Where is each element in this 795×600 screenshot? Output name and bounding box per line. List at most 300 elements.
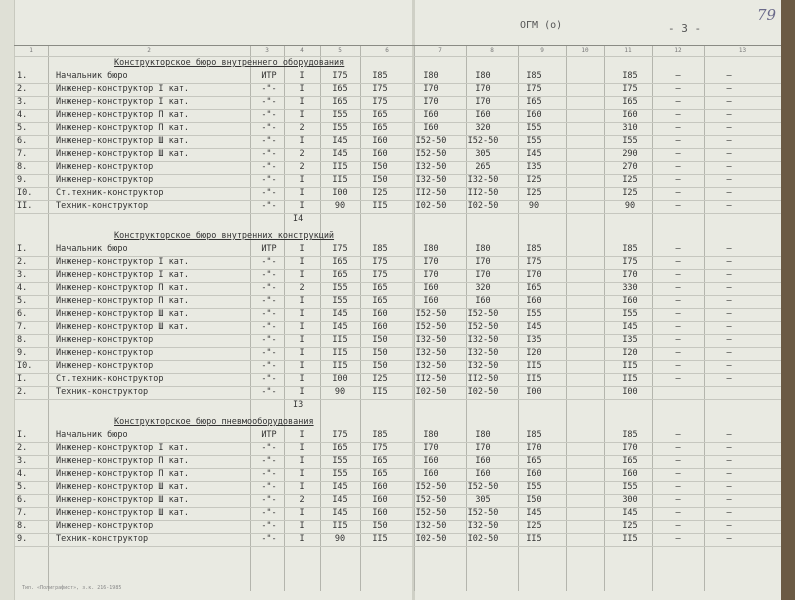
count-cell: I xyxy=(299,84,305,94)
value-cell-11: I00 xyxy=(622,387,638,397)
value-cell-8: I32-50 xyxy=(467,175,499,185)
value-cell-7: I52-50 xyxy=(415,495,447,505)
column-number: 8 xyxy=(490,47,494,54)
value-cell-13: – xyxy=(726,175,732,185)
value-cell-6: I65 xyxy=(372,296,388,306)
row-number: 8. xyxy=(17,162,28,172)
binding-strip xyxy=(0,0,15,600)
value-cell-5: II5 xyxy=(332,162,348,172)
value-cell-5: I65 xyxy=(332,84,348,94)
position-name: Начальник бюро xyxy=(56,430,128,440)
count-cell: I xyxy=(299,244,305,254)
value-cell-12: – xyxy=(675,456,681,466)
value-cell-12: – xyxy=(675,296,681,306)
value-cell-7: I60 xyxy=(423,469,439,479)
position-name: Техник-конструктор xyxy=(56,387,149,397)
value-cell-7: I52-50 xyxy=(415,309,447,319)
value-cell-7: I32-50 xyxy=(415,521,447,531)
value-cell-8: I02-50 xyxy=(467,201,499,211)
value-cell-9: I55 xyxy=(526,309,542,319)
value-cell-7: I60 xyxy=(423,283,439,293)
count-cell: I xyxy=(299,534,305,544)
position-name: Ст.техник-конструктор xyxy=(56,374,164,384)
value-cell-7: I52-50 xyxy=(415,482,447,492)
row-number: I. xyxy=(17,430,28,440)
value-cell-8: I32-50 xyxy=(467,361,499,371)
column-number: 1 xyxy=(29,47,33,54)
value-cell-9: I25 xyxy=(526,175,542,185)
value-cell-6: I85 xyxy=(372,430,388,440)
row-number: 5. xyxy=(17,482,28,492)
value-cell-12: – xyxy=(675,322,681,332)
value-cell-9: I75 xyxy=(526,84,542,94)
value-cell-11: I55 xyxy=(622,136,638,146)
value-cell-8: I70 xyxy=(475,270,491,280)
value-cell-13: – xyxy=(726,257,732,267)
value-cell-13: – xyxy=(726,97,732,107)
value-cell-8: I70 xyxy=(475,443,491,453)
category-cell: -"- xyxy=(261,136,277,146)
value-cell-7: I60 xyxy=(423,456,439,466)
row-number: I. xyxy=(17,374,28,384)
count-cell: I xyxy=(299,175,305,185)
value-cell-12: – xyxy=(675,361,681,371)
value-cell-5: II5 xyxy=(332,348,348,358)
value-cell-11: I45 xyxy=(622,322,638,332)
value-cell-6: I65 xyxy=(372,283,388,293)
category-cell: -"- xyxy=(261,283,277,293)
value-cell-5: I55 xyxy=(332,296,348,306)
value-cell-9: I85 xyxy=(526,430,542,440)
value-cell-5: II5 xyxy=(332,335,348,345)
value-cell-6: I75 xyxy=(372,443,388,453)
value-cell-11: I75 xyxy=(622,257,638,267)
column-number: 3 xyxy=(265,47,269,54)
value-cell-9: I60 xyxy=(526,296,542,306)
value-cell-12: – xyxy=(675,469,681,479)
value-cell-13: – xyxy=(726,110,732,120)
category-cell: -"- xyxy=(261,469,277,479)
value-cell-6: I50 xyxy=(372,175,388,185)
value-cell-9: I70 xyxy=(526,443,542,453)
value-cell-11: II5 xyxy=(622,374,638,384)
count-cell: I xyxy=(299,335,305,345)
value-cell-8: I80 xyxy=(475,430,491,440)
value-cell-8: 320 xyxy=(475,283,491,293)
value-cell-11: II5 xyxy=(622,361,638,371)
value-cell-8: 320 xyxy=(475,123,491,133)
value-cell-5: I65 xyxy=(332,257,348,267)
value-cell-5: II5 xyxy=(332,521,348,531)
row-number: 3. xyxy=(17,97,28,107)
value-cell-8: I02-50 xyxy=(467,387,499,397)
column-number: 11 xyxy=(624,47,632,54)
value-cell-6: I25 xyxy=(372,188,388,198)
value-cell-6: I50 xyxy=(372,335,388,345)
category-cell: -"- xyxy=(261,335,277,345)
value-cell-8: I52-50 xyxy=(467,322,499,332)
value-cell-12: – xyxy=(675,123,681,133)
count-cell: I xyxy=(299,456,305,466)
page-edge xyxy=(781,0,795,600)
position-name: Техник-конструктор xyxy=(56,201,149,211)
category-cell: ИТР xyxy=(261,71,277,81)
value-cell-12: – xyxy=(675,521,681,531)
row-number: I. xyxy=(17,244,28,254)
value-cell-13: – xyxy=(726,296,732,306)
value-cell-13: – xyxy=(726,309,732,319)
position-name: Инженер-конструктор Ш кат. xyxy=(56,508,190,518)
value-cell-8: I80 xyxy=(475,244,491,254)
value-cell-8: I60 xyxy=(475,456,491,466)
count-cell: I xyxy=(299,270,305,280)
value-cell-8: I60 xyxy=(475,469,491,479)
value-cell-12: – xyxy=(675,84,681,94)
value-cell-11: I70 xyxy=(622,270,638,280)
value-cell-6: I60 xyxy=(372,149,388,159)
value-cell-12: – xyxy=(675,374,681,384)
value-cell-8: I60 xyxy=(475,296,491,306)
value-cell-13: – xyxy=(726,374,732,384)
value-cell-13: – xyxy=(726,508,732,518)
count-cell: I xyxy=(299,508,305,518)
value-cell-7: I52-50 xyxy=(415,149,447,159)
value-cell-9: I25 xyxy=(526,521,542,531)
category-cell: -"- xyxy=(261,456,277,466)
value-cell-5: I55 xyxy=(332,283,348,293)
value-cell-12: – xyxy=(675,283,681,293)
value-cell-9: I25 xyxy=(526,188,542,198)
position-name: Инженер-конструктор Ш кат. xyxy=(56,482,190,492)
column-number: 13 xyxy=(738,47,747,54)
value-cell-5: II5 xyxy=(332,361,348,371)
value-cell-9: I65 xyxy=(526,283,542,293)
value-cell-9: I00 xyxy=(526,387,542,397)
row-number: 8. xyxy=(17,335,28,345)
position-name: Инженер-конструктор Ш кат. xyxy=(56,309,190,319)
value-cell-6: I85 xyxy=(372,71,388,81)
value-cell-5: I75 xyxy=(332,71,348,81)
count-cell: I xyxy=(299,188,305,198)
value-cell-5: I45 xyxy=(332,495,348,505)
value-cell-7: I52-50 xyxy=(415,322,447,332)
position-name: Инженер-конструктор П кат. xyxy=(56,123,190,133)
category-cell: -"- xyxy=(261,296,277,306)
position-name: Начальник бюро xyxy=(56,71,128,81)
value-cell-12: – xyxy=(675,71,681,81)
value-cell-7: I32-50 xyxy=(415,175,447,185)
value-cell-5: I45 xyxy=(332,482,348,492)
value-cell-8: I80 xyxy=(475,71,491,81)
value-cell-7: II2-50 xyxy=(415,188,447,198)
value-cell-12: – xyxy=(675,495,681,505)
value-cell-8: II2-50 xyxy=(467,188,499,198)
value-cell-11: 300 xyxy=(622,495,638,505)
value-cell-13: – xyxy=(726,534,732,544)
value-cell-6: I60 xyxy=(372,322,388,332)
row-number: II. xyxy=(17,201,33,211)
value-cell-11: I20 xyxy=(622,348,638,358)
value-cell-5: I00 xyxy=(332,374,348,384)
value-cell-7: I70 xyxy=(423,97,439,107)
value-cell-11: I60 xyxy=(622,110,638,120)
value-cell-5: I45 xyxy=(332,136,348,146)
value-cell-8: I52-50 xyxy=(467,309,499,319)
count-cell: I xyxy=(299,110,305,120)
value-cell-8: I02-50 xyxy=(467,534,499,544)
count-cell: I xyxy=(299,296,305,306)
value-cell-6: I50 xyxy=(372,361,388,371)
category-cell: -"- xyxy=(261,374,277,384)
value-cell-5: I75 xyxy=(332,244,348,254)
position-name: Техник-конструктор xyxy=(56,534,149,544)
value-cell-12: – xyxy=(675,162,681,172)
value-cell-11: I25 xyxy=(622,175,638,185)
value-cell-9: I35 xyxy=(526,335,542,345)
value-cell-9: I60 xyxy=(526,110,542,120)
value-cell-11: 330 xyxy=(622,283,638,293)
value-cell-7: I02-50 xyxy=(415,201,447,211)
count-cell: I xyxy=(299,361,305,371)
position-name: Начальник бюро xyxy=(56,244,128,254)
position-name: Инженер-конструктор Ш кат. xyxy=(56,495,190,505)
count-cell: I xyxy=(299,521,305,531)
value-cell-9: I65 xyxy=(526,456,542,466)
page-number: - 3 - xyxy=(668,22,702,35)
value-cell-5: I45 xyxy=(332,309,348,319)
value-cell-12: – xyxy=(675,244,681,254)
count-cell: I xyxy=(299,348,305,358)
section-total: I3 xyxy=(293,400,304,410)
value-cell-8: II2-50 xyxy=(467,374,499,384)
value-cell-13: – xyxy=(726,521,732,531)
value-cell-13: – xyxy=(726,84,732,94)
column-number: 12 xyxy=(674,47,682,54)
column-number: 4 xyxy=(300,47,304,54)
position-name: Инженер-конструктор xyxy=(56,521,154,531)
value-cell-9: I20 xyxy=(526,348,542,358)
value-cell-13: – xyxy=(726,188,732,198)
value-cell-9: I55 xyxy=(526,136,542,146)
value-cell-8: I52-50 xyxy=(467,482,499,492)
value-cell-12: – xyxy=(675,110,681,120)
value-cell-8: 305 xyxy=(475,149,491,159)
value-cell-11: I85 xyxy=(622,430,638,440)
value-cell-11: I65 xyxy=(622,456,638,466)
value-cell-13: – xyxy=(726,244,732,254)
category-cell: -"- xyxy=(261,508,277,518)
value-cell-11: 310 xyxy=(622,123,638,133)
value-cell-7: I32-50 xyxy=(415,335,447,345)
count-cell: I xyxy=(299,136,305,146)
value-cell-8: I32-50 xyxy=(467,348,499,358)
column-number: 7 xyxy=(438,47,442,54)
row-number: 6. xyxy=(17,495,28,505)
value-cell-5: I75 xyxy=(332,430,348,440)
value-cell-8: I52-50 xyxy=(467,508,499,518)
value-cell-12: – xyxy=(675,309,681,319)
count-cell: I xyxy=(299,97,305,107)
printer-footer: Тип. «Полиграфист», з.к. 216-1985 xyxy=(22,585,122,591)
section-title: Конструкторское бюро пневмооборудования xyxy=(114,417,314,427)
category-cell: ИТР xyxy=(261,244,277,254)
value-cell-13: – xyxy=(726,270,732,280)
value-cell-12: – xyxy=(675,335,681,345)
value-cell-5: 90 xyxy=(334,201,346,211)
category-cell: -"- xyxy=(261,521,277,531)
row-number: 5. xyxy=(17,123,28,133)
value-cell-13: – xyxy=(726,348,732,358)
value-cell-13: – xyxy=(726,322,732,332)
value-cell-11: I85 xyxy=(622,244,638,254)
category-cell: -"- xyxy=(261,270,277,280)
value-cell-9: II5 xyxy=(526,361,542,371)
count-cell: I xyxy=(299,309,305,319)
value-cell-6: I75 xyxy=(372,257,388,267)
value-cell-12: – xyxy=(675,482,681,492)
value-cell-12: – xyxy=(675,508,681,518)
value-cell-9: I35 xyxy=(526,162,542,172)
value-cell-6: I60 xyxy=(372,495,388,505)
column-number: 6 xyxy=(385,47,389,54)
category-cell: -"- xyxy=(261,309,277,319)
value-cell-11: I65 xyxy=(622,97,638,107)
value-cell-5: I65 xyxy=(332,270,348,280)
position-name: Инженер-конструктор П кат. xyxy=(56,469,190,479)
category-cell: -"- xyxy=(261,149,277,159)
count-cell: I xyxy=(299,482,305,492)
value-cell-8: I70 xyxy=(475,97,491,107)
value-cell-7: I60 xyxy=(423,123,439,133)
position-name: Инженер-конструктор Ш кат. xyxy=(56,136,190,146)
value-cell-7: I80 xyxy=(423,244,439,254)
row-number: 7. xyxy=(17,508,28,518)
value-cell-7: I60 xyxy=(423,110,439,120)
value-cell-7: I52-50 xyxy=(415,508,447,518)
row-number: 2. xyxy=(17,387,28,397)
value-cell-13: – xyxy=(726,123,732,133)
row-number: 4. xyxy=(17,283,28,293)
value-cell-11: II5 xyxy=(622,534,638,544)
category-cell: -"- xyxy=(261,123,277,133)
row-number: 9. xyxy=(17,175,28,185)
category-cell: ИТР xyxy=(261,430,277,440)
value-cell-5: I45 xyxy=(332,149,348,159)
value-cell-6: I65 xyxy=(372,469,388,479)
count-cell: 2 xyxy=(299,162,305,172)
value-cell-5: I45 xyxy=(332,508,348,518)
row-number: 6. xyxy=(17,136,28,146)
position-name: Инженер-конструктор П кат. xyxy=(56,456,190,466)
value-cell-6: II5 xyxy=(372,534,388,544)
value-cell-11: I45 xyxy=(622,508,638,518)
category-cell: -"- xyxy=(261,188,277,198)
value-cell-12: – xyxy=(675,188,681,198)
value-cell-9: 90 xyxy=(528,201,540,211)
count-cell: I xyxy=(299,201,305,211)
category-cell: -"- xyxy=(261,84,277,94)
position-name: Инженер-конструктор П кат. xyxy=(56,283,190,293)
value-cell-13: – xyxy=(726,482,732,492)
value-cell-8: I60 xyxy=(475,110,491,120)
position-name: Инженер-конструктор П кат. xyxy=(56,110,190,120)
value-cell-9: II5 xyxy=(526,374,542,384)
value-cell-11: I25 xyxy=(622,188,638,198)
category-cell: -"- xyxy=(261,534,277,544)
value-cell-9: I55 xyxy=(526,482,542,492)
document-code: ОГМ (о) xyxy=(520,20,563,31)
row-number: 9. xyxy=(17,348,28,358)
row-number: 6. xyxy=(17,309,28,319)
position-name: Инженер-конструктор I кат. xyxy=(56,97,190,107)
value-cell-6: I60 xyxy=(372,136,388,146)
position-name: Инженер-конструктор xyxy=(56,335,154,345)
column-number: 2 xyxy=(147,47,151,54)
count-cell: 2 xyxy=(299,495,305,505)
header-rule xyxy=(14,56,781,57)
value-cell-13: – xyxy=(726,443,732,453)
value-cell-9: I85 xyxy=(526,244,542,254)
staff-table xyxy=(14,45,781,591)
value-cell-12: – xyxy=(675,136,681,146)
value-cell-6: I75 xyxy=(372,270,388,280)
value-cell-13: – xyxy=(726,430,732,440)
value-cell-7: I70 xyxy=(423,84,439,94)
value-cell-8: I32-50 xyxy=(467,335,499,345)
value-cell-6: I50 xyxy=(372,162,388,172)
value-cell-12: – xyxy=(675,348,681,358)
value-cell-12: – xyxy=(675,201,681,211)
category-cell: -"- xyxy=(261,175,277,185)
value-cell-6: I25 xyxy=(372,374,388,384)
count-cell: 2 xyxy=(299,123,305,133)
value-cell-12: – xyxy=(675,97,681,107)
sheet-number: 79 xyxy=(757,6,777,24)
value-cell-5: I55 xyxy=(332,456,348,466)
value-cell-9: I50 xyxy=(526,495,542,505)
value-cell-11: I75 xyxy=(622,84,638,94)
position-name: Инженер-конструктор Ш кат. xyxy=(56,149,190,159)
value-cell-8: I70 xyxy=(475,257,491,267)
value-cell-5: I65 xyxy=(332,443,348,453)
value-cell-12: – xyxy=(675,443,681,453)
value-cell-13: – xyxy=(726,201,732,211)
value-cell-13: – xyxy=(726,136,732,146)
value-cell-11: I60 xyxy=(622,469,638,479)
value-cell-11: I25 xyxy=(622,521,638,531)
value-cell-5: I65 xyxy=(332,97,348,107)
count-cell: 2 xyxy=(299,283,305,293)
value-cell-9: I45 xyxy=(526,508,542,518)
value-cell-11: I60 xyxy=(622,296,638,306)
value-cell-5: I55 xyxy=(332,469,348,479)
value-cell-6: I75 xyxy=(372,84,388,94)
value-cell-12: – xyxy=(675,430,681,440)
value-cell-7: I80 xyxy=(423,430,439,440)
value-cell-6: II5 xyxy=(372,201,388,211)
category-cell: -"- xyxy=(261,361,277,371)
row-number: 2. xyxy=(17,84,28,94)
row-number: 7. xyxy=(17,322,28,332)
value-cell-11: I70 xyxy=(622,443,638,453)
count-cell: 2 xyxy=(299,149,305,159)
value-cell-6: I65 xyxy=(372,123,388,133)
value-cell-12: – xyxy=(675,270,681,280)
category-cell: -"- xyxy=(261,110,277,120)
value-cell-12: – xyxy=(675,257,681,267)
row-number: 5. xyxy=(17,296,28,306)
category-cell: -"- xyxy=(261,257,277,267)
